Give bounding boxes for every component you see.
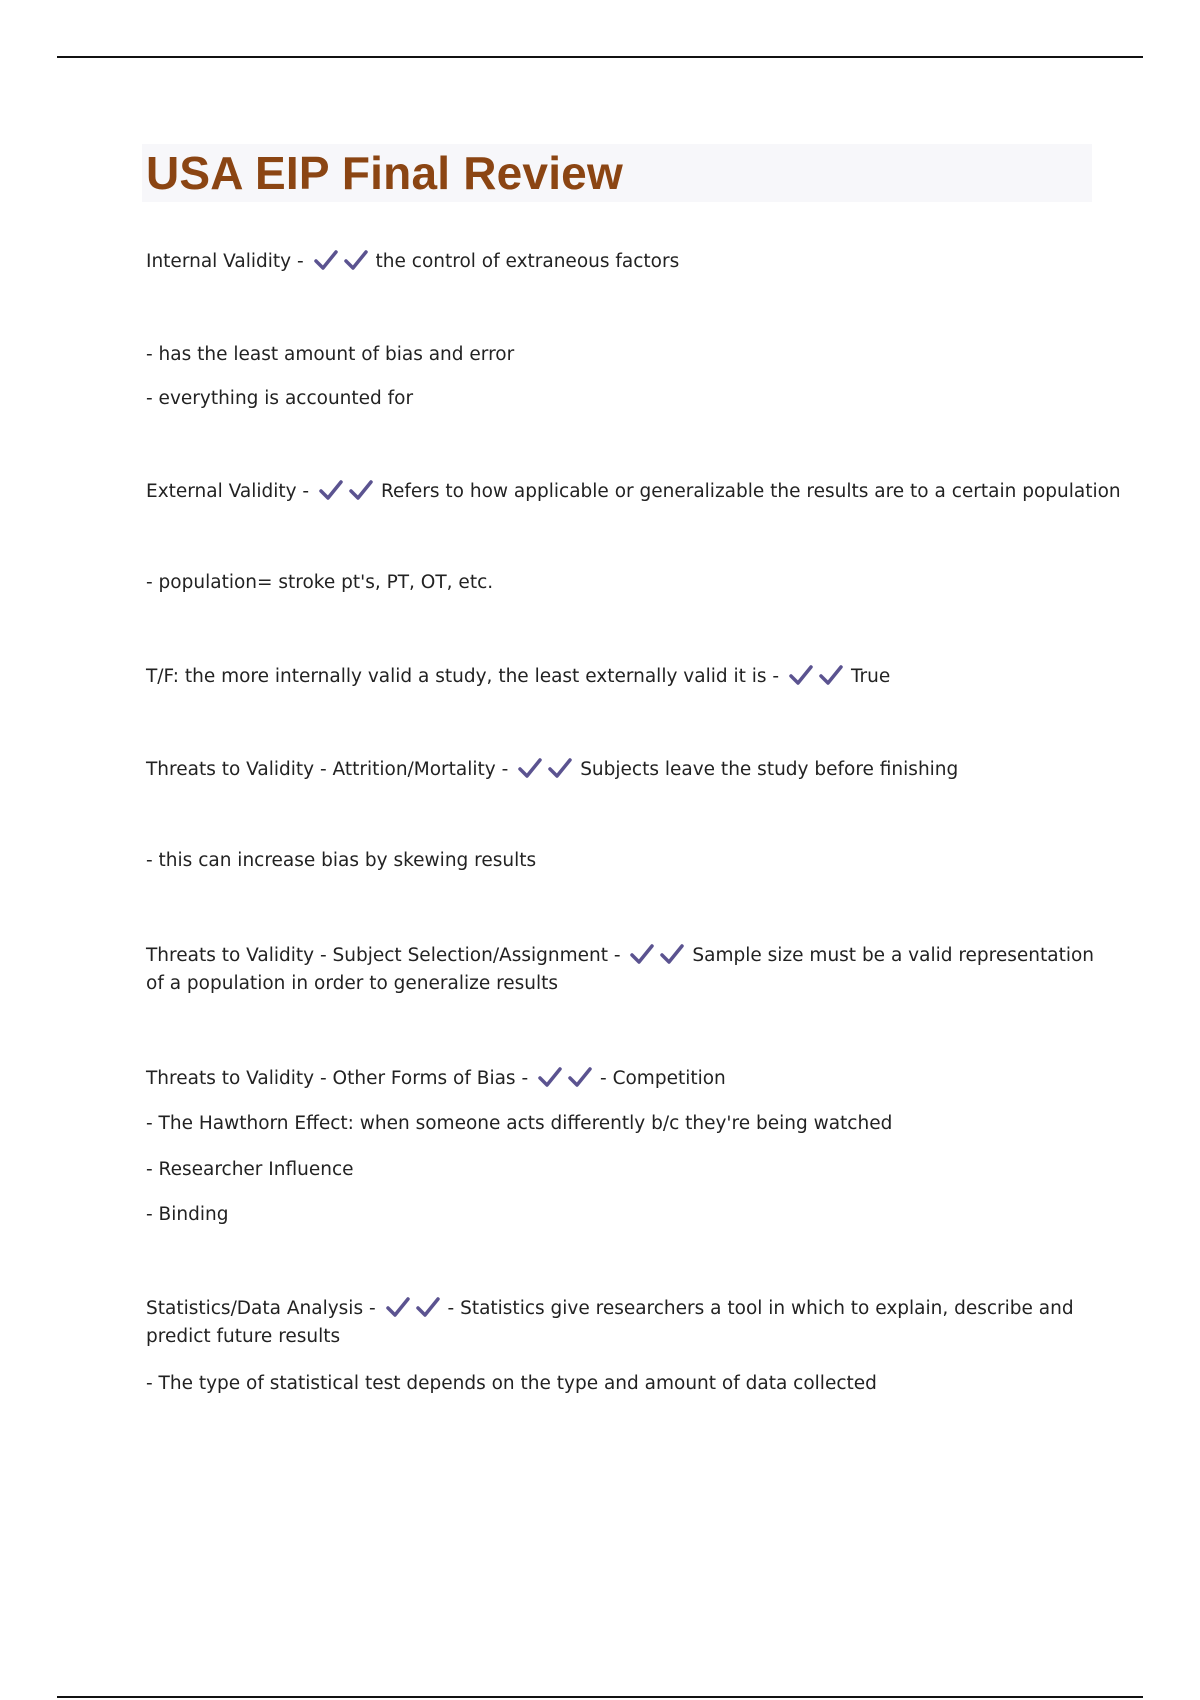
- question-text: Statistics/Data Analysis -: [146, 1298, 382, 1319]
- check-icon: [630, 944, 654, 964]
- note-line: - The Hawthorn Effect: when someone acts differently b/c they're being watched: [146, 1113, 893, 1134]
- check-icon: [660, 944, 684, 964]
- double-check-icon: [630, 942, 690, 970]
- qa-internal-validity: [146, 248, 1096, 276]
- qa-attrition-mortality: [146, 756, 1096, 784]
- question-text: External Validity -: [146, 481, 315, 502]
- note-line: - everything is accounted for: [146, 388, 414, 409]
- check-icon: [344, 250, 368, 270]
- double-check-icon: [789, 663, 849, 691]
- question-text: Threats to Validity - Attrition/Mortality -: [146, 759, 515, 780]
- qa-subject-selection: [146, 942, 1096, 998]
- answer-text: the control of extraneous factors: [375, 251, 680, 272]
- qa-statistics: [146, 1295, 1096, 1351]
- note-line: - has the least amount of bias and error: [146, 344, 515, 365]
- check-icon: [416, 1297, 440, 1317]
- double-check-icon: [319, 478, 379, 506]
- check-icon: [789, 665, 813, 685]
- qa-other-bias: [146, 1065, 1096, 1093]
- check-icon: [386, 1297, 410, 1317]
- double-check-icon: [538, 1065, 598, 1093]
- note-line: - The type of statistical test depends on the type and amount of data collected: [146, 1373, 877, 1394]
- double-check-icon: [518, 756, 578, 784]
- answer-text: Subjects leave the study before finishing: [580, 759, 959, 780]
- double-check-icon: [314, 248, 374, 276]
- question-text: Threats to Validity - Other Forms of Bias -: [146, 1068, 535, 1089]
- qa-external-validity: [146, 478, 1121, 506]
- answer-text: - Competition: [600, 1068, 726, 1089]
- double-check-icon: [386, 1295, 446, 1323]
- answer-text: Refers to how applicable or generalizable the results are to a certain population: [381, 481, 1121, 502]
- check-icon: [548, 758, 572, 778]
- check-icon: [518, 758, 542, 778]
- check-icon: [568, 1067, 592, 1087]
- answer-text: - Statistics give researchers a tool in which to explain, describe and predict future results: [146, 1298, 1074, 1347]
- note-line: - population= stroke pt's, PT, OT, etc.: [146, 572, 494, 593]
- question-text: Threats to Validity - Subject Selection/Assignment -: [146, 945, 627, 966]
- bottom-rule: [57, 1696, 1143, 1698]
- note-line: - Researcher Influence: [146, 1159, 354, 1180]
- question-text: Internal Validity -: [146, 251, 310, 272]
- check-icon: [538, 1067, 562, 1087]
- note-line: - Binding: [146, 1204, 229, 1225]
- document-title: USA EIP Final Review: [146, 147, 623, 199]
- top-rule: [57, 56, 1143, 58]
- check-icon: [314, 250, 338, 270]
- answer-text: True: [850, 666, 891, 687]
- answer-text: Sample size must be a valid representation of a population in order to generalize results: [146, 945, 1095, 994]
- note-line: - this can increase bias by skewing results: [146, 850, 537, 871]
- question-text: T/F: the more internally valid a study, the least externally valid it is -: [146, 666, 785, 687]
- check-icon: [319, 480, 343, 500]
- check-icon: [349, 480, 373, 500]
- check-icon: [819, 665, 843, 685]
- qa-true-false: [146, 663, 1096, 691]
